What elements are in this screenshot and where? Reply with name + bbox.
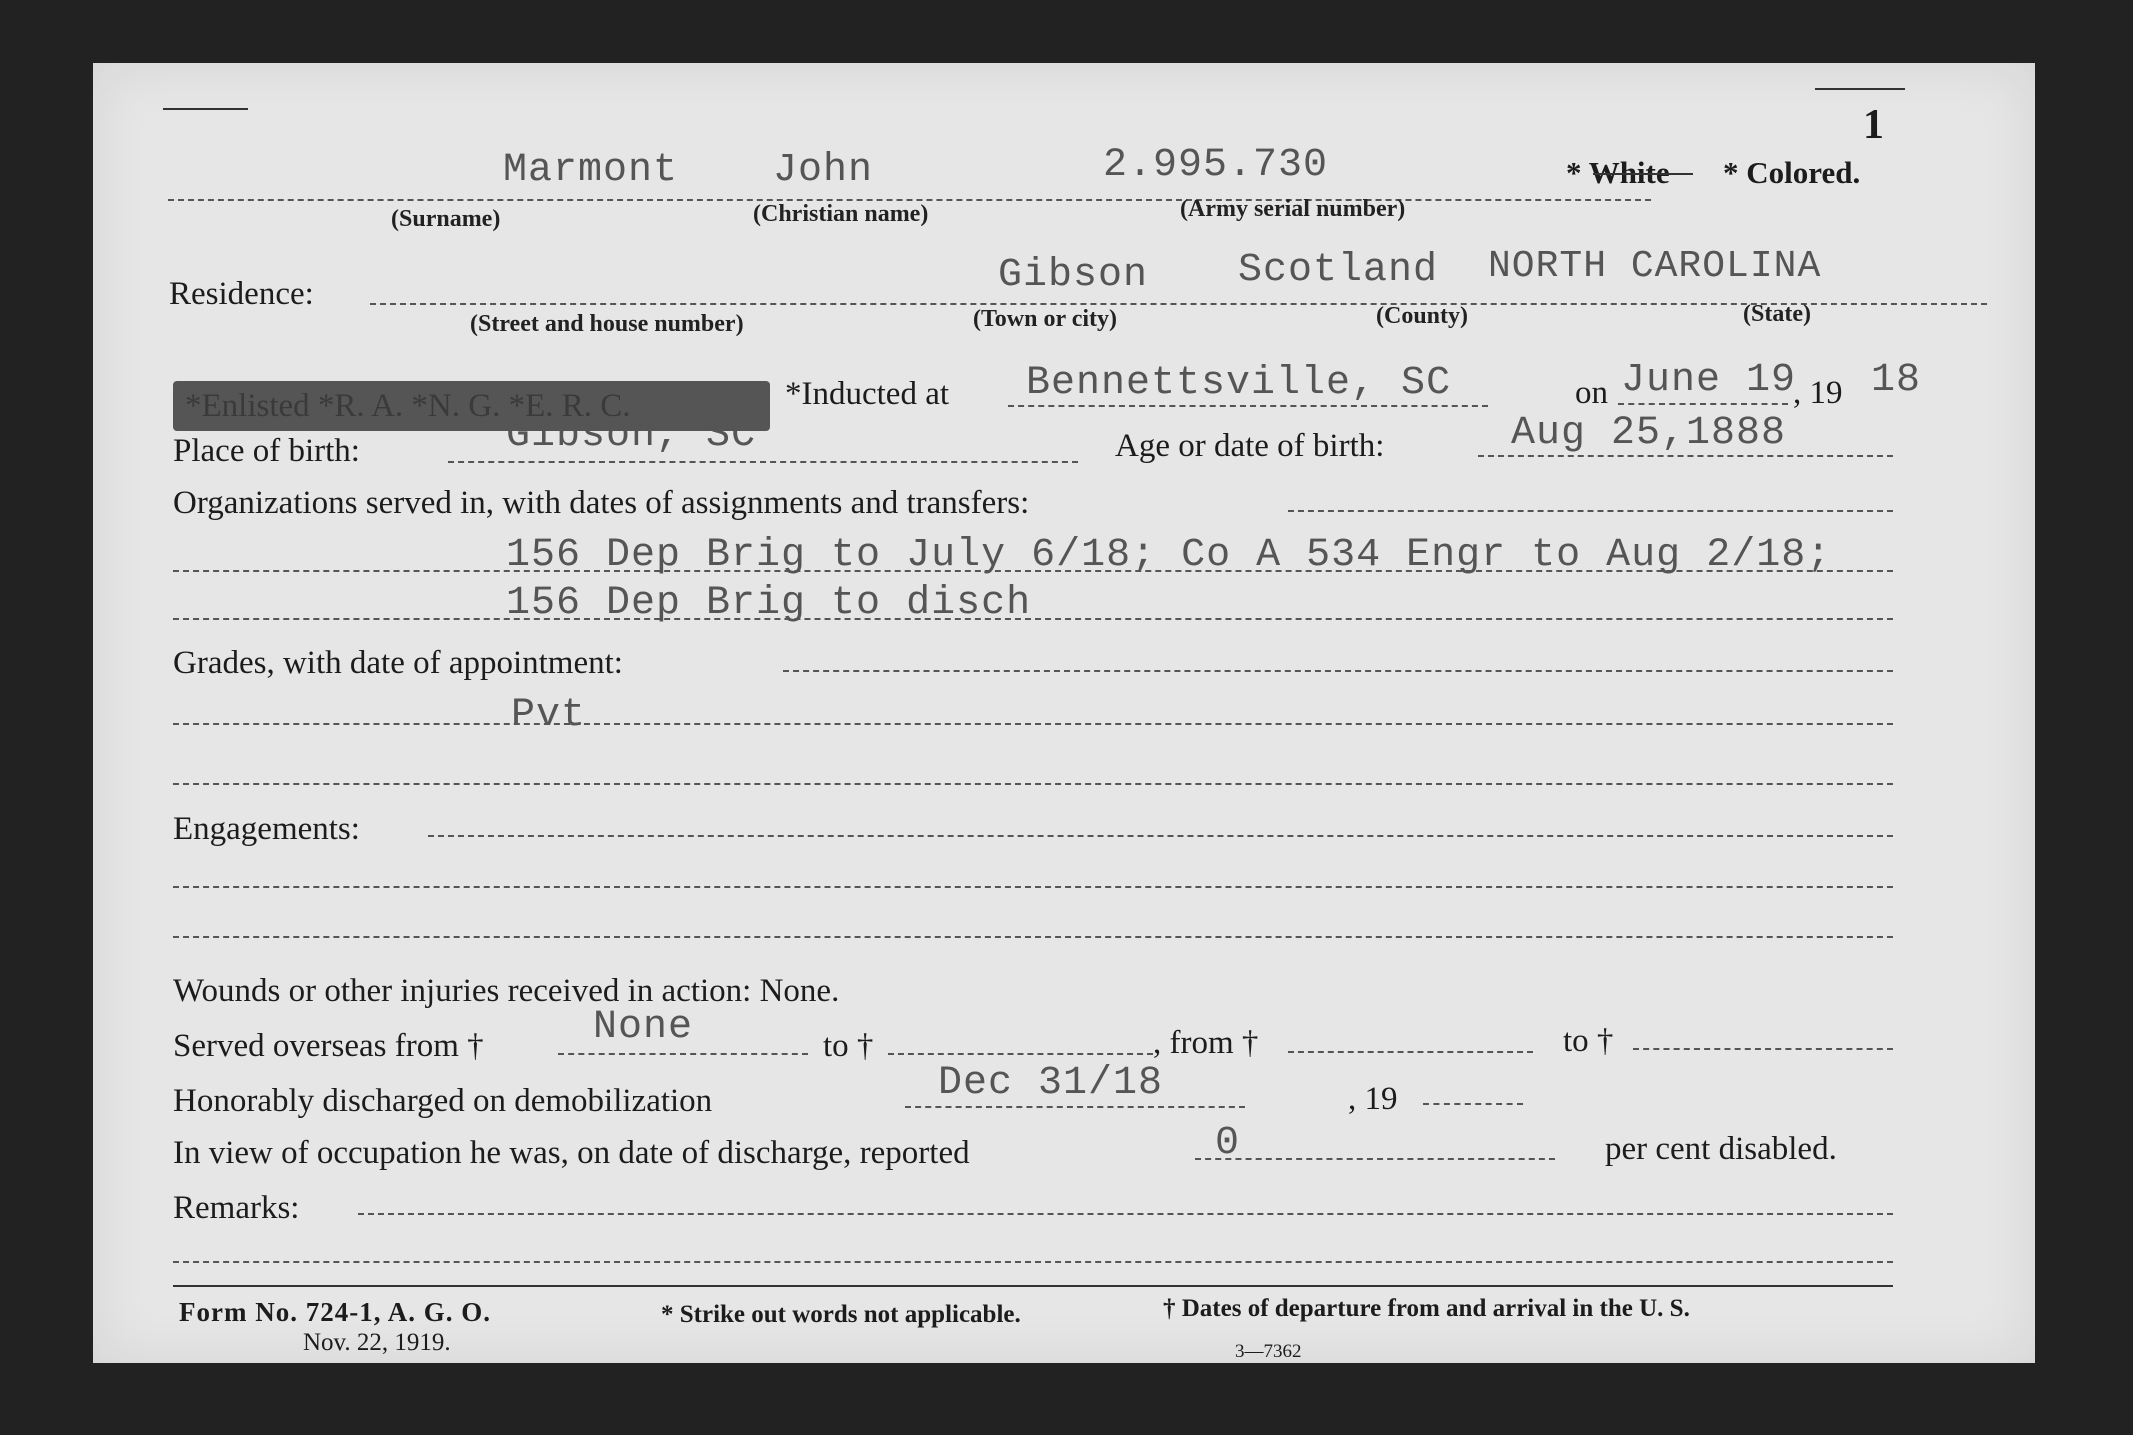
disability-line <box>1195 1158 1555 1160</box>
christian-name: John <box>773 148 874 193</box>
engagements-line-2 <box>173 936 1893 938</box>
residence-state: NORTH CAROLINA <box>1488 245 1822 288</box>
grades-label: Grades, with date of appointment: <box>173 645 623 681</box>
surname: Marmont <box>503 148 679 193</box>
year-prefix: , 19 <box>1793 375 1843 411</box>
colored-label: * Colored. <box>1723 155 1861 190</box>
residence-label: Residence: <box>169 276 314 312</box>
birth-place-line <box>448 461 1078 463</box>
inducted-label: *Inducted at <box>785 376 950 412</box>
card-number: 1 <box>1863 102 1884 148</box>
residence-town: Gibson <box>998 253 1149 298</box>
birth-place: Gibson, SC <box>506 413 757 458</box>
strike-note: * Strike out words not applicable. <box>661 1301 1021 1328</box>
white-strike <box>1593 173 1693 175</box>
organizations-line1: 156 Dep Brig to July 6/18; Co A 534 Engr to Aug 2/18; <box>506 533 1832 578</box>
residence-county: Scotland <box>1238 248 1439 293</box>
grades-line-2 <box>173 783 1893 785</box>
number-rule <box>1815 88 1905 90</box>
christian-caption: (Christian name) <box>753 201 929 227</box>
organizations-label: Organizations served in, with dates of assignments and transfers: <box>173 485 1030 521</box>
overseas-to2-line <box>1633 1048 1893 1050</box>
discharge-line <box>905 1106 1245 1108</box>
disability-label: In view of occupation he was, on date of discharge, reported <box>173 1135 970 1171</box>
print-code: 3—7362 <box>1235 1341 1302 1362</box>
overseas-label: Served overseas from † <box>173 1028 484 1064</box>
remarks-label: Remarks: <box>173 1190 300 1226</box>
overseas-to-line <box>888 1053 1153 1055</box>
street-caption: (Street and house number) <box>470 311 744 337</box>
disability-value: 0 <box>1215 1121 1241 1166</box>
organizations-line-0 <box>1288 510 1893 512</box>
discharge-year-line <box>1423 1103 1523 1105</box>
county-caption: (County) <box>1376 303 1469 329</box>
birth-date-line <box>1478 455 1893 457</box>
on-label: on <box>1575 375 1608 411</box>
overseas-from: None <box>593 1005 694 1050</box>
engagements-label: Engagements: <box>173 811 360 847</box>
overseas-to2-label: to † <box>1563 1023 1614 1059</box>
form-number: Form No. 724-1, A. G. O. <box>179 1297 491 1327</box>
remarks-line-1 <box>173 1261 1893 1263</box>
service-card <box>93 63 2035 1363</box>
age-label: Age or date of birth: <box>1115 428 1385 464</box>
grades-line-1 <box>173 723 1893 725</box>
town-caption: (Town or city) <box>973 306 1117 332</box>
overseas-from2-label: , from † <box>1153 1025 1259 1061</box>
discharge-year-label: , 19 <box>1348 1081 1398 1117</box>
wounds-label: Wounds or other injuries received in action: None. <box>173 973 840 1009</box>
organizations-line-1 <box>173 570 1893 572</box>
remarks-line-0 <box>358 1213 1893 1215</box>
form-date: Nov. 22, 1919. <box>303 1329 451 1356</box>
overseas-to-label: to † <box>823 1028 874 1064</box>
redacted-enlisted: *Enlisted *R. A. *N. G. *E. R. C. <box>173 381 770 431</box>
serial-number: 2.995.730 <box>1103 143 1329 188</box>
birth-date: Aug 25,1888 <box>1511 411 1787 456</box>
inducted-line <box>1008 405 1488 407</box>
discharge-date: Dec 31/18 <box>938 1061 1164 1106</box>
grades-line-0 <box>783 670 1893 672</box>
footer-rule <box>173 1285 1893 1287</box>
induction-date: June 19 <box>1621 358 1797 403</box>
engagements-line-1 <box>173 886 1893 888</box>
engagements-line-0 <box>428 835 1893 837</box>
overseas-from-line <box>558 1053 808 1055</box>
state-caption: (State) <box>1743 301 1811 327</box>
serial-caption: (Army serial number) <box>1180 196 1406 222</box>
birth-place-label: Place of birth: <box>173 433 360 469</box>
surname-caption: (Surname) <box>391 206 501 232</box>
top-rule <box>163 108 248 110</box>
white-label: * White <box>1566 155 1670 190</box>
induction-date-line <box>1618 403 1788 405</box>
organizations-line-2 <box>173 618 1893 620</box>
discharge-label: Honorably discharged on demobilization <box>173 1083 713 1119</box>
inducted-place: Bennettsville, SC <box>1026 361 1452 406</box>
dates-note: † Dates of departure from and arrival in the U. S. <box>1163 1295 1690 1322</box>
organizations-line2: 156 Dep Brig to disch <box>506 581 1032 626</box>
overseas-from2-line <box>1288 1051 1533 1053</box>
year-suffix: 18 <box>1871 358 1922 403</box>
disability-suffix: per cent disabled. <box>1605 1131 1837 1167</box>
grade-value: Pvt <box>511 693 587 738</box>
